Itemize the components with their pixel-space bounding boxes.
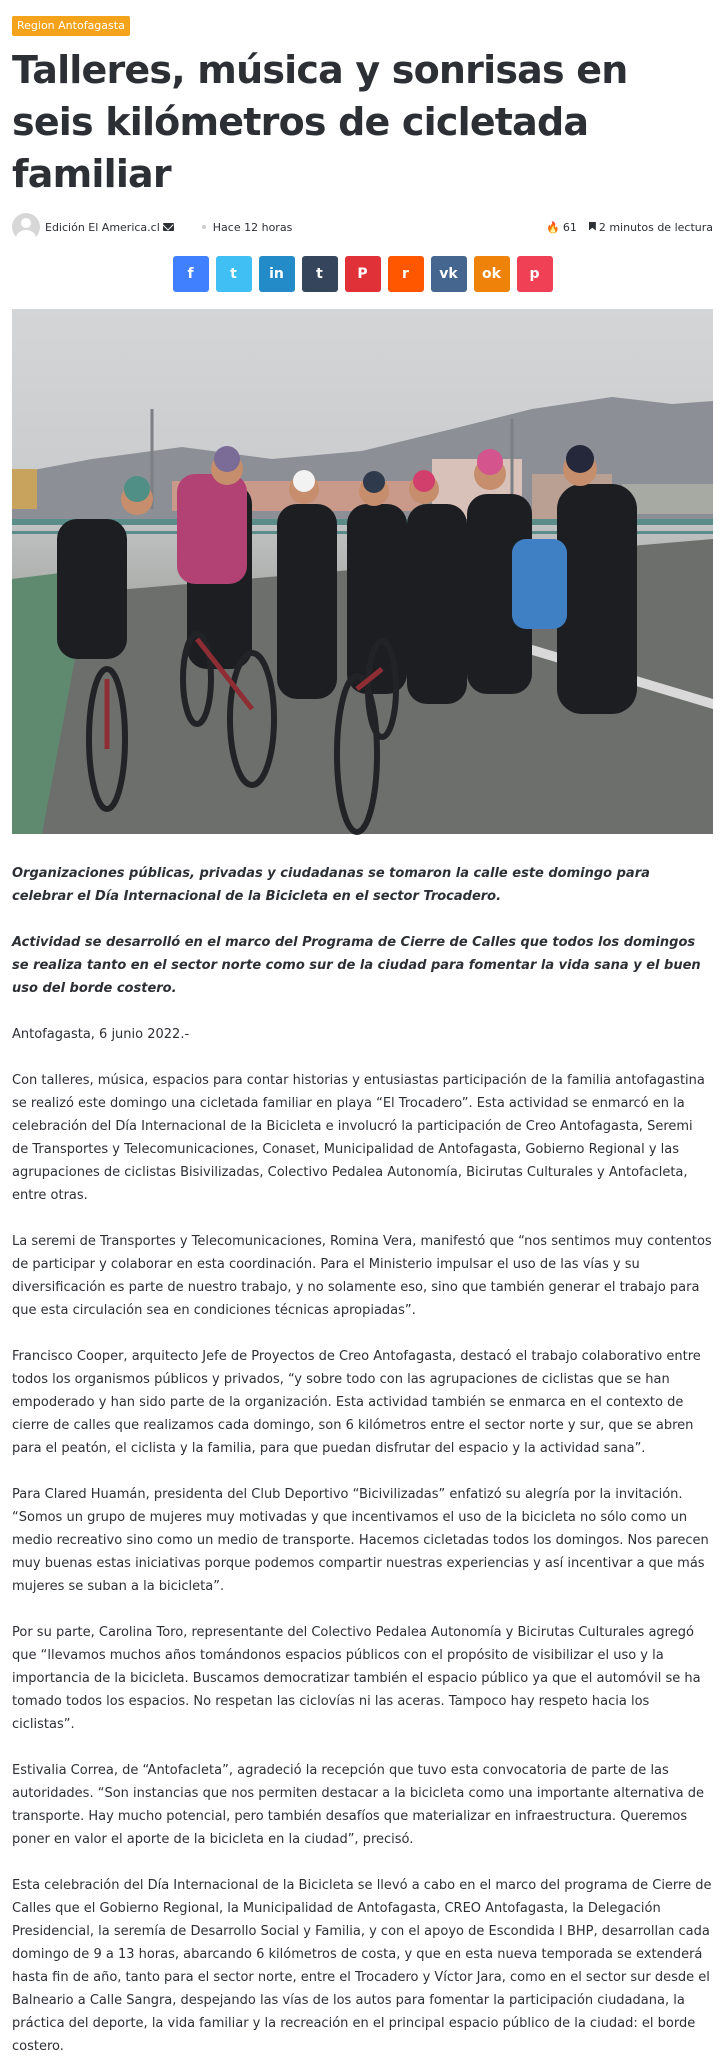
- cyclists-photo: [12, 309, 713, 834]
- fire-icon: 🔥: [546, 220, 560, 234]
- mail-icon[interactable]: [163, 223, 174, 231]
- read-time: 2 minutos de lectura: [598, 220, 713, 234]
- author-name[interactable]: Edición El America.cl: [45, 220, 160, 234]
- reddit-icon: r: [402, 266, 409, 282]
- linkedin-share-button[interactable]: [259, 256, 295, 292]
- paragraph-7: Esta celebración del Día Internacional de la Bicicleta se llevó a cabo en el marco del programa de Cierre de Calles que el Gobierno Regional, la Municipalidad de Antofagasta, CREO Antofagasta, la Delegación Presidencial, la seremía de Desarrollo Social y Familia, y con el apoyo de Escondida I BHP, desarrollan cada domingo de 9 a 13 horas, abarcando 6 kilómetros de costa, y que en esta nueva temporada se extenderá hasta fin de año, tanto para el sector norte, entre el Trocadero y Víctor Jara, como en el sector sur desde el Balneario a Calle Sangra, despejando las vías de los autos para fomentar la participación ciudadana, la práctica del deporte, la vida familiar y la recreación en el principal espacio público de la ciudad: el borde costero.: [12, 1878, 712, 2054]
- category-badge[interactable]: Region Antofagasta: [12, 16, 130, 36]
- twitter-icon: t: [230, 266, 237, 282]
- linkedin-icon: in: [269, 266, 284, 282]
- reddit-share-button[interactable]: [388, 256, 424, 292]
- article-body: [12, 862, 713, 2058]
- author-avatar[interactable]: [12, 213, 40, 241]
- tumblr-icon: t: [316, 266, 323, 282]
- pocket-share-button[interactable]: [517, 256, 553, 292]
- pinterest-share-button[interactable]: [345, 256, 381, 292]
- paragraph-4: Para Clared Huamán, presidenta del Club Deportivo “Bicivilizadas” enfatizó su alegría por la invitación. “Somos un grupo de mujeres muy motivadas y que incentivamos el uso de la bicicleta no sólo como un medio recreativo sino como un medio de transporte. Hacemos cicletadas todos los domingos. Nos parecen muy buenas estas iniciativas porque podemos compartir nuestras experiencias y así incentivar a que más mujeres se suban a la bicicleta”.: [12, 1487, 709, 1594]
- article-meta: [12, 212, 713, 242]
- paragraph-2: La seremi de Transportes y Telecomunicaciones, Romina Vera, manifestó que “nos sentimos muy contentos de participar y colaborar en esta coordinación. Para el Ministerio impulsar el uso de las vías y su diversificación es parte de nuestro trabajo, y no solamente eso, sino que también generar el trabajo para que esta circulación sea en condiciones técnicas apropiadas”.: [12, 1234, 712, 1318]
- bookmark-icon: [589, 222, 596, 231]
- twitter-share-button[interactable]: [216, 256, 252, 292]
- vk-icon: vk: [439, 266, 458, 282]
- tumblr-share-button[interactable]: [302, 256, 338, 292]
- dateline: Antofagasta, 6 junio 2022.-: [12, 1027, 190, 1042]
- odnoklassniki-share-button[interactable]: [474, 256, 510, 292]
- share-bar: [12, 256, 713, 292]
- odnoklassniki-icon: ok: [482, 266, 501, 282]
- vk-share-button[interactable]: [431, 256, 467, 292]
- paragraph-5: Por su parte, Carolina Toro, representante del Colectivo Pedalea Autonomía y Bicirutas Culturales agregó que “llevamos muchos años tomándonos espacios públicos con el propósito de visibilizar el uso y la importancia de la bicicleta. Buscamos democratizar también el espacio público ya que el automóvil se ha tomado todos los espacios. No respetan las ciclovías ni las aceras. Tampoco hay respeto hacia los ciclistas”.: [12, 1625, 701, 1732]
- separator-dot: [202, 225, 206, 229]
- publish-time: Hace 12 horas: [212, 220, 293, 234]
- article-title: Talleres, música y sonrisas en seis kilómetros de cicletada familiar: [12, 48, 628, 196]
- lead-paragraph-1: Organizaciones públicas, privadas y ciudadanas se tomaron la calle este domingo para celebrar el Día Internacional de la Bicicleta en el sector Trocadero.: [12, 866, 650, 904]
- facebook-share-button[interactable]: [173, 256, 209, 292]
- paragraph-1: Con talleres, música, espacios para contar historias y entusiastas participación de la familia antofagastina se realizó este domingo una cicletada familiar en playa “El Trocadero”. Esta actividad se enmarcó en la celebración del Día Internacional de la Bicicleta e involucró la participación de Creo Antofagasta, Seremi de Transportes y Telecomunicaciones, Conaset, Municipalidad de Antofagasta, Gobierno Regional y las agrupaciones de ciclistas Bisivilizadas, Colectivo Pedalea Autonomía, Bicirutas Culturales y Antofacleta, entre otras.: [12, 1073, 705, 1203]
- featured-image: [12, 309, 713, 834]
- paragraph-6: Estivalia Correa, de “Antofacleta”, agradeció la recepción que tuvo esta convocatoria de parte de las autoridades. “Son instancias que nos permiten destacar a la bicicleta como una importante alternativa de transporte. Hay mucho potencial, pero también desafíos que materializar en infraestructura. Queremos poner en valor el aporte de la bicicleta en la ciudad”, precisó.: [12, 1763, 705, 1847]
- pinterest-icon: P: [357, 266, 368, 282]
- views-count: 61: [562, 220, 577, 234]
- pocket-icon: p: [529, 266, 540, 282]
- paragraph-3: Francisco Cooper, arquitecto Jefe de Proyectos de Creo Antofagasta, destacó el trabajo colaborativo entre todos los organismos públicos y privados, “y sobre todo con las agrupaciones de ciclistas que se han empoderado y han sido parte de la organización. Esta actividad también se enmarca en el contexto de cierre de calles que realizamos cada domingo, son 6 kilómetros entre el sector norte y sur, que se abren para el peatón, el ciclista y la familia, para que puedan disfrutar del espacio y la actividad sana”.: [12, 1349, 701, 1456]
- facebook-icon: f: [187, 266, 194, 282]
- lead-paragraph-2: Actividad se desarrolló en el marco del Programa de Cierre de Calles que todos los domingos se realiza tanto en el sector norte como sur de la ciudad para fomentar la vida sana y el buen uso del borde costero.: [12, 935, 701, 996]
- views-stat: [546, 221, 577, 234]
- meta-stats: [546, 221, 713, 234]
- read-time-stat: [589, 221, 713, 234]
